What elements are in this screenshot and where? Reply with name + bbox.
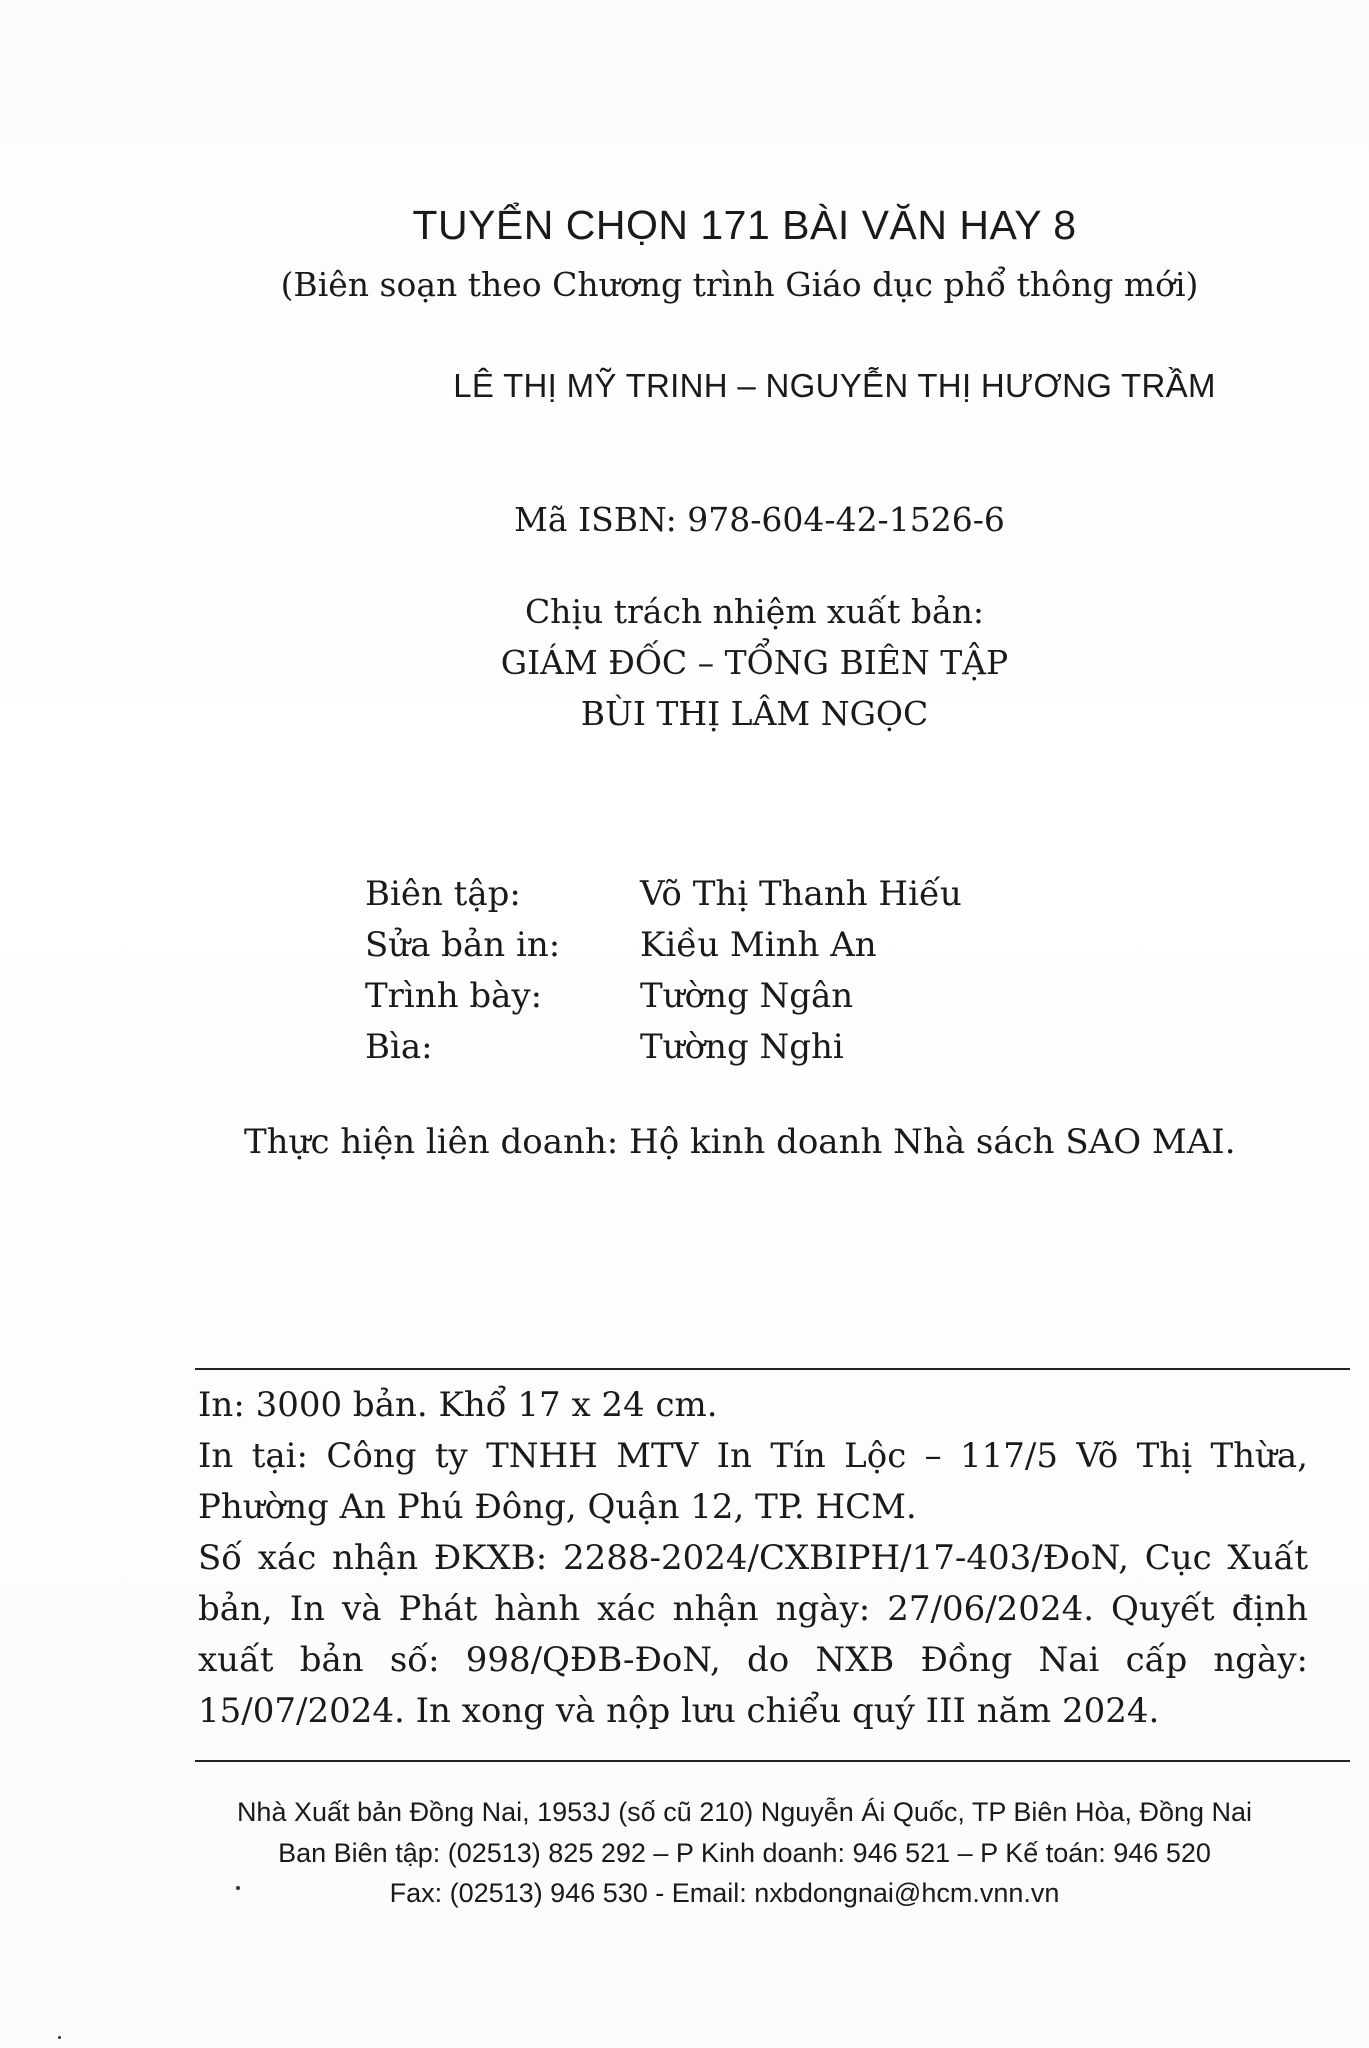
credits-list xyxy=(365,868,962,1072)
responsibility-label: Chịu trách nhiệm xuất bản: xyxy=(524,592,985,631)
print-info-block xyxy=(198,1380,1308,1737)
print-line: bản, In và Phát hành xác nhận ngày: 27/06/2024. Quyết định xyxy=(198,1589,1308,1629)
divider-top xyxy=(195,1368,1350,1370)
book-title: TUYỂN CHỌN 171 BÀI VĂN HAY 8 xyxy=(412,202,1077,248)
publisher-contact: Fax: (02513) 946 530 - Email: nxbdongnai@hcm.vnn.vn xyxy=(389,1878,1060,1908)
credit-row-proofreader xyxy=(365,919,962,970)
credit-row-editor xyxy=(365,868,962,919)
print-line: Số xác nhận ĐKXB: 2288-2024/CXBIPH/17-403/ĐoN, Cục Xuất xyxy=(198,1538,1308,1578)
print-line: In: 3000 bản. Khổ 17 x 24 cm. xyxy=(198,1385,718,1425)
book-authors: LÊ THỊ MỸ TRINH – NGUYỄN THỊ HƯƠNG TRẦM xyxy=(453,367,1216,404)
credit-row-layout xyxy=(365,970,962,1021)
print-line: Phường An Phú Đông, Quận 12, TP. HCM. xyxy=(198,1487,917,1527)
speck-mark xyxy=(58,2036,61,2039)
print-line: xuất bản số: 998/QĐB-ĐoN, do NXB Đồng Nai cấp ngày: xyxy=(198,1640,1308,1680)
speck-mark xyxy=(236,1886,240,1890)
credit-name: Võ Thị Thanh Hiếu xyxy=(640,873,962,914)
credit-name: Tường Ngân xyxy=(640,975,854,1016)
responsibility-name: BÙI THỊ LÂM NGỌC xyxy=(580,694,929,733)
credit-name: Tường Nghi xyxy=(640,1026,844,1067)
credit-role: Biên tập: xyxy=(365,873,521,914)
responsibility-role: GIÁM ĐỐC – TỔNG BIÊN TẬP xyxy=(500,643,1009,682)
book-subtitle: (Biên soạn theo Chương trình Giáo dục phổ thông mới) xyxy=(280,265,1199,304)
credit-role: Bìa: xyxy=(365,1026,433,1067)
divider-bottom xyxy=(195,1760,1350,1762)
joint-venture-note: Thực hiện liên doanh: Hộ kinh doanh Nhà sách SAO MAI. xyxy=(244,1122,1236,1162)
credit-name: Kiều Minh An xyxy=(640,924,877,965)
publisher-address: Nhà Xuất bản Đồng Nai, 1953J (số cũ 210) Nguyễn Ái Quốc, TP Biên Hòa, Đồng Nai xyxy=(236,1797,1253,1827)
print-line: 15/07/2024. In xong và nộp lưu chiểu quý III năm 2024. xyxy=(198,1691,1160,1731)
credit-row-cover xyxy=(365,1021,962,1072)
credit-role: Trình bày: xyxy=(365,975,543,1016)
publisher-phones: Ban Biên tập: (02513) 825 292 – P Kinh doanh: 946 521 – P Kế toán: 946 520 xyxy=(278,1838,1211,1868)
isbn: Mã ISBN: 978-604-42-1526-6 xyxy=(514,500,1005,539)
credit-role: Sửa bản in: xyxy=(365,924,561,965)
print-line: In tại: Công ty TNHH MTV In Tín Lộc – 117/5 Võ Thị Thừa, xyxy=(198,1436,1308,1476)
